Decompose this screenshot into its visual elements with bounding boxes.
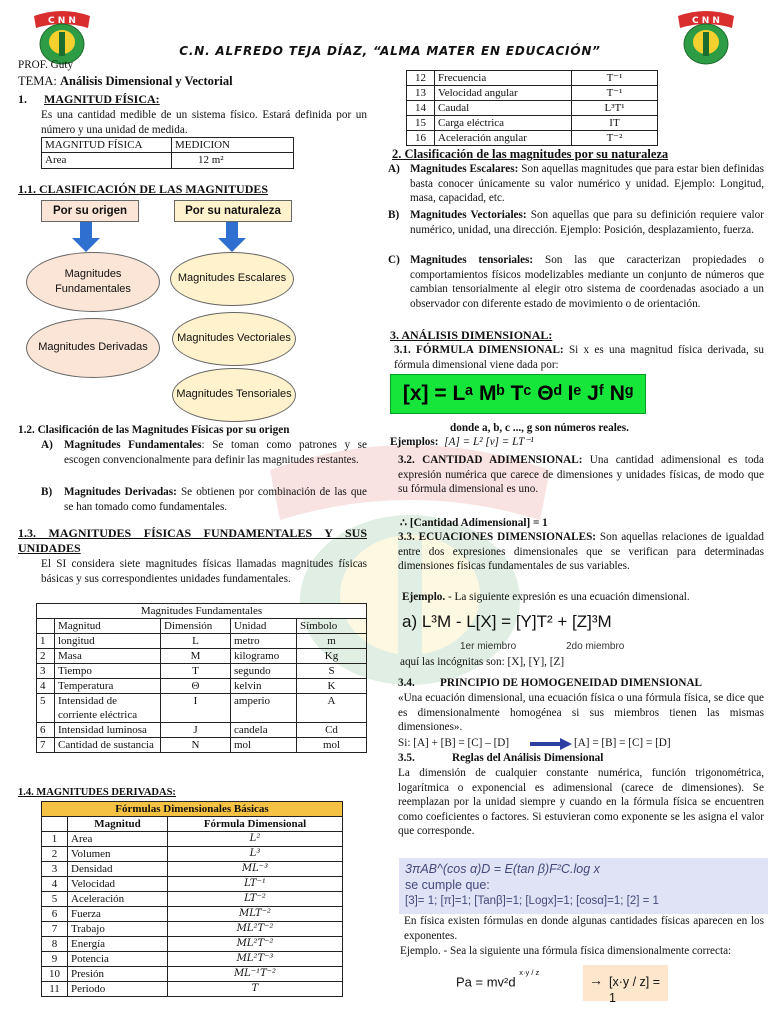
table-header: Magnitud xyxy=(55,619,161,634)
table-cell: 12 xyxy=(407,71,435,86)
table-cell: Cantidad de sustancia xyxy=(55,738,161,753)
table-cell: 7 xyxy=(42,922,68,937)
table-cell: L xyxy=(161,634,231,649)
table-cell: 3 xyxy=(37,664,55,679)
table-cell: Densidad xyxy=(68,862,168,877)
table-row xyxy=(407,86,658,101)
s34-title: PRINCIPIO DE HOMOGENEIDAD DIMENSIONAL xyxy=(440,677,702,689)
item-term: Magnitudes Vectoriales: xyxy=(410,209,527,221)
table-cell: Velocidad xyxy=(68,877,168,892)
magnitude-table xyxy=(41,137,294,169)
examples-text: [A] = L² [v] = LT⁻¹ xyxy=(444,436,534,448)
nature-box: Por su naturaleza xyxy=(174,200,292,222)
table-cell: Fuerza xyxy=(68,907,168,922)
example-text: - La siguiente expresión es una ecuación dimensional. xyxy=(445,591,690,603)
table-row xyxy=(42,922,343,937)
table-row xyxy=(407,131,658,146)
table-header: Dimensión xyxy=(161,619,231,634)
table-cell: kilogramo xyxy=(231,649,297,664)
dimensional-equation: a) L³M - L[X] = [Y]T² + [Z]³M xyxy=(402,612,612,631)
s3-title: 3. ANÁLISIS DIMENSIONAL: xyxy=(390,328,553,342)
table-cell: J xyxy=(161,723,231,738)
exponent-note: En física existen fórmulas en donde algunas cantidades físicas aparecen en los exponentes. xyxy=(404,915,764,942)
item-term: Magnitudes Escalares: xyxy=(410,163,519,175)
table-cell: Kg xyxy=(297,649,367,664)
table-row xyxy=(37,649,367,664)
s1-body: Es una cantidad medible de un sistema físico. Estará definida por un número y una unidad de medida. xyxy=(41,109,367,136)
rules-equation: 3πAB^(cos α)D = E(tan β)F²C.log x xyxy=(405,862,600,876)
item-text: Se obtienen por combinación de las que se han tomado como fundamentales. xyxy=(64,486,367,513)
table-cell: 7 xyxy=(37,738,55,753)
item-term: Magnitudes Derivadas: xyxy=(64,486,177,498)
table-cell: Trabajo xyxy=(68,922,168,937)
dimensional-formula-box: [x] = Lᵃ Mᵇ Tᶜ Θᵈ Iᵉ Jᶠ Nᵍ xyxy=(390,374,646,414)
table-row xyxy=(37,723,367,738)
s1-number: 1. xyxy=(18,92,27,106)
table-cell: T xyxy=(161,664,231,679)
s31-paragraph xyxy=(394,343,764,372)
table-cell: Velocidad angular xyxy=(435,86,572,101)
pa-formula-exponent: x·y / z xyxy=(519,968,540,977)
svg-text:C N N: C N N xyxy=(692,16,720,26)
s31-text: Si x es una magnitud física derivada, su fórmula dimensional viene dada por: xyxy=(394,344,764,371)
item-text: : Se toman como patrones y se escogen convencionalmente para definir las magnitudes restantes. xyxy=(64,439,367,466)
table-cell: LT⁻² xyxy=(168,892,343,907)
table-cell: ML⁻³ xyxy=(168,862,343,877)
table-row xyxy=(37,738,367,753)
item-text: Son aquellas magnitudes que para estar bien definidas basta conocer únicamente su valor numérico y unidad. Ejemplo: Longitud, masa, capacidad, etc. xyxy=(410,163,765,205)
table-cell: N xyxy=(161,738,231,753)
table-header: Unidad xyxy=(231,619,297,634)
table-caption: Magnitudes Fundamentales xyxy=(37,604,367,619)
fundamental-magnitudes-node: Magnitudes Fundamentales xyxy=(26,252,160,312)
s2-item-c xyxy=(388,253,764,311)
table-header: Fórmula Dimensional xyxy=(168,817,343,832)
table-cell: 4 xyxy=(37,679,55,694)
table-header: MEDICION xyxy=(172,138,294,153)
origin-box: Por su origen xyxy=(41,200,139,222)
tensor-magnitudes-node: Magnitudes Tensoriales xyxy=(172,368,296,422)
table-cell: longitud xyxy=(55,634,161,649)
item-text: Son aquellas que para su definición requiere valor numérico, unidad, una dirección. Ejemplo: Posición, desplazamiento, fuerza. xyxy=(410,209,764,236)
unknowns-line: aquí las incógnitas son: [X], [Y], [Z] xyxy=(400,656,565,668)
table-cell: 1 xyxy=(37,634,55,649)
table-cell: Masa xyxy=(55,649,161,664)
s13-body: El SI considera siete magnitudes físicas llamadas magnitudes físicas básicas y sus correspondientes unidades fundamentales. xyxy=(41,558,367,585)
item-label: A) xyxy=(41,439,53,451)
table-cell: IT xyxy=(572,116,658,131)
table-cell: Potencia xyxy=(68,952,168,967)
table-cell: metro xyxy=(231,634,297,649)
s34-condition xyxy=(398,736,509,751)
table-cell: 5 xyxy=(37,694,55,723)
table-cell: 2 xyxy=(42,847,68,862)
table-cell: Periodo xyxy=(68,982,168,997)
table-cell: amperio xyxy=(231,694,297,723)
table-row xyxy=(42,907,343,922)
table-cell: MLT⁻² xyxy=(168,907,343,922)
s32-text: Una cantidad adimensional es toda expresión numérica que carece de dimensiones y unidades físicas, de modo que su fórmula dimensional es uno. xyxy=(398,454,764,496)
s35-paragraph: La dimensión de cualquier constante numérica, función trigonométrica, logarítmica o exponencial es adimensional (carece de dimensiones). Se reemplazan por la unidad siempre y cuando en la fórmula física se encuentren como coeficientes o factores. Si estuvieran como exponente se les asigna el valor que corresponde. xyxy=(398,767,764,838)
s34-paragraph: «Una ecuación dimensional, una ecuación física o una fórmula física, se dice que es dimensionalmente homogénea si sus miembros tienen las mismas dimensiones». xyxy=(398,692,764,734)
s14-title: 1.4. MAGNITUDES DERIVADAS: xyxy=(18,787,176,798)
rules-example-box xyxy=(399,858,768,914)
table-row xyxy=(37,679,367,694)
table-cell: 9 xyxy=(42,952,68,967)
arrow-right-icon: → xyxy=(589,974,603,989)
s31-label: 3.1. FÓRMULA DIMENSIONAL: xyxy=(394,344,564,356)
school-logo-right xyxy=(676,8,736,66)
table-cell: mol xyxy=(231,738,297,753)
s33-text: Son aquellas relaciones de igualdad entre dos expresiones dimensionales que se verifican para determinadas dimensiones físicas fundamentales de sus variables. xyxy=(398,531,764,573)
rules-subtitle: se cumple que: xyxy=(405,878,490,893)
table-cell: Frecuencia xyxy=(435,71,572,86)
table-row xyxy=(407,101,658,116)
table-row xyxy=(42,877,343,892)
table-cell: 8 xyxy=(42,937,68,952)
table-row xyxy=(37,664,367,679)
result-box xyxy=(583,965,668,1006)
table-cell: Energía xyxy=(68,937,168,952)
s35-label: 3.5. xyxy=(398,752,415,764)
table-cell: Intensidad de corriente eléctrica xyxy=(55,694,161,723)
result-formula: [x·y / z] = 1 xyxy=(609,975,661,1006)
table-row xyxy=(42,952,343,967)
table-row xyxy=(42,862,343,877)
table-header: MAGNITUD FÍSICA xyxy=(42,138,172,153)
table-cell: Cd xyxy=(297,723,367,738)
arrow-down-icon xyxy=(72,222,100,252)
pa-formula-base: Pa = mv²d xyxy=(456,974,516,990)
table-row xyxy=(42,892,343,907)
table-cell: 5 xyxy=(42,892,68,907)
table-cell: 16 xyxy=(407,131,435,146)
s33-example xyxy=(402,590,690,605)
table-cell: 1 xyxy=(42,832,68,847)
table-cell: Tiempo xyxy=(55,664,161,679)
derived-formulas-table-continued xyxy=(406,70,658,146)
table-cell: 3 xyxy=(42,862,68,877)
table-cell: T⁻¹ xyxy=(572,86,658,101)
table-cell: 14 xyxy=(407,101,435,116)
example2-line: Ejemplo. - Sea la siguiente una fórmula física dimensionalmente correcta: xyxy=(400,945,732,957)
item-label: C) xyxy=(388,254,400,266)
table-cell: Carga eléctrica xyxy=(435,116,572,131)
table-cell: M xyxy=(161,649,231,664)
s2-item-b xyxy=(388,208,764,237)
table-cell: 6 xyxy=(37,723,55,738)
rules-values: [3]= 1; [π]=1; [Tanβ]=1; [Logx]=1; [cosα]=1; [2] = 1 xyxy=(405,894,659,907)
derived-formulas-table xyxy=(41,801,343,997)
arrow-right-icon xyxy=(530,738,572,750)
item-term: Magnitudes tensoriales: xyxy=(410,254,534,266)
formula-note: donde a, b, c ..., g son números reales. xyxy=(450,422,629,434)
table-cell: L³ xyxy=(168,847,343,862)
table-row xyxy=(37,634,367,649)
vector-magnitudes-node: Magnitudes Vectoriales xyxy=(172,312,296,366)
table-cell: A xyxy=(297,694,367,723)
table-cell: ML²T⁻² xyxy=(168,922,343,937)
table-cell: L³T¹ xyxy=(572,101,658,116)
s34-result: [A] = [B] = [C] = [D] xyxy=(574,737,671,749)
table-cell: LT⁻¹ xyxy=(168,877,343,892)
table-cell: Area xyxy=(42,153,172,168)
examples-line xyxy=(390,435,534,450)
table-cell: 15 xyxy=(407,116,435,131)
svg-text:C N N: C N N xyxy=(48,16,76,26)
examples-label: Ejemplos: xyxy=(390,436,439,448)
table-cell: 11 xyxy=(42,982,68,997)
table-header xyxy=(37,619,55,634)
table-cell: Temperatura xyxy=(55,679,161,694)
prof-name: PROF. Guty xyxy=(18,59,74,71)
item-text: Son las que caracterizan propiedades o comportamientos físicos modelizables mediante un conjunto de números que cambian tensorialmente al elegir otro sistema de coordenadas asociado a un observador con diferente estado de movimiento o de orientación. xyxy=(410,254,764,310)
table-cell: Aceleración angular xyxy=(435,131,572,146)
s32-paragraph xyxy=(398,453,764,497)
topic-line xyxy=(18,73,233,89)
table-cell: K xyxy=(297,679,367,694)
table-cell: Area xyxy=(68,832,168,847)
table-cell: T xyxy=(168,982,343,997)
table-row xyxy=(42,982,343,997)
scalar-magnitudes-node: Magnitudes Escalares xyxy=(170,252,294,306)
s2-item-a xyxy=(388,162,764,206)
item-term: Magnitudes Fundamentales xyxy=(64,439,202,451)
item-label: A) xyxy=(388,163,400,175)
table-cell: 13 xyxy=(407,86,435,101)
s13-title: 1.3. MAGNITUDES FÍSICAS FUNDAMENTALES Y SUS UNIDADES xyxy=(18,526,367,555)
table-cell: T⁻¹ xyxy=(572,71,658,86)
s12-item-a xyxy=(41,438,367,467)
s32-result: ∴ [Cantidad Adimensional] = 1 xyxy=(400,517,548,529)
table-cell: ML²T⁻² xyxy=(168,937,343,952)
arrow-down-icon xyxy=(218,222,246,252)
s11-title: 1.1. CLASIFICACIÓN DE LAS MAGNITUDES xyxy=(18,182,269,196)
s1-title: MAGNITUD FÍSICA: xyxy=(44,92,160,106)
table-cell: Θ xyxy=(161,679,231,694)
table-cell: 12 m² xyxy=(172,153,294,168)
table-row xyxy=(42,967,343,982)
table-header: Magnitud xyxy=(68,817,168,832)
table-row xyxy=(42,937,343,952)
table-cell: S xyxy=(297,664,367,679)
table-row xyxy=(407,71,658,86)
topic-label: TEMA: xyxy=(18,74,57,88)
table-cell: 4 xyxy=(42,877,68,892)
table-cell: 2 xyxy=(37,649,55,664)
example-label: Ejemplo. xyxy=(402,591,446,603)
s33-label: 3.3. ECUACIONES DIMENSIONALES: xyxy=(398,531,597,543)
table-cell: I xyxy=(161,694,231,723)
table-cell: 6 xyxy=(42,907,68,922)
s33-paragraph xyxy=(398,530,764,574)
s1-heading xyxy=(18,92,160,108)
table-cell: Aceleración xyxy=(68,892,168,907)
second-member-label: 2do miembro xyxy=(566,641,625,652)
table-header xyxy=(42,817,68,832)
table-caption: Fórmulas Dimensionales Básicas xyxy=(42,802,343,817)
table-cell: ML⁻¹T⁻² xyxy=(168,967,343,982)
table-row xyxy=(37,694,367,723)
table-cell: Intensidad luminosa xyxy=(55,723,161,738)
fundamental-magnitudes-table xyxy=(36,603,367,753)
table-cell: ML²T⁻³ xyxy=(168,952,343,967)
table-cell: Presión xyxy=(68,967,168,982)
s35-title: Reglas del Análisis Dimensional xyxy=(452,752,604,764)
table-row xyxy=(42,847,343,862)
s34-if: Si: [A] + [B] = [C] – [D] xyxy=(398,737,510,749)
s12-item-b xyxy=(41,485,367,514)
topic-title: Análisis Dimensional y Vectorial xyxy=(60,74,233,88)
table-cell: L² xyxy=(168,832,343,847)
s34-label: 3.4. xyxy=(398,677,415,689)
first-member-label: 1er miembro xyxy=(460,641,517,652)
table-cell: 10 xyxy=(42,967,68,982)
table-header: Símbolo xyxy=(297,619,367,634)
table-row xyxy=(42,832,343,847)
table-cell: Volumen xyxy=(68,847,168,862)
item-label: B) xyxy=(388,209,400,221)
table-cell: Caudal xyxy=(435,101,572,116)
table-cell: segundo xyxy=(231,664,297,679)
s32-label: 3.2. CANTIDAD ADIMENSIONAL: xyxy=(398,454,583,466)
table-cell: candela xyxy=(231,723,297,738)
s12-title: 1.2. Clasificación de las Magnitudes Físicas por su origen xyxy=(18,424,290,436)
item-label: B) xyxy=(41,486,53,498)
table-cell: kelvin xyxy=(231,679,297,694)
table-cell: T⁻² xyxy=(572,131,658,146)
s2-title: 2. Clasificación de las magnitudes por su naturaleza xyxy=(392,147,669,161)
table-row xyxy=(407,116,658,131)
table-cell: m xyxy=(297,634,367,649)
table-cell: mol xyxy=(297,738,367,753)
school-title: C.N. ALFREDO TEJA DÍAZ, “ALMA MATER EN EDUCACIÓN” xyxy=(179,44,601,58)
derived-magnitudes-node: Magnitudes Derivadas xyxy=(26,318,160,378)
